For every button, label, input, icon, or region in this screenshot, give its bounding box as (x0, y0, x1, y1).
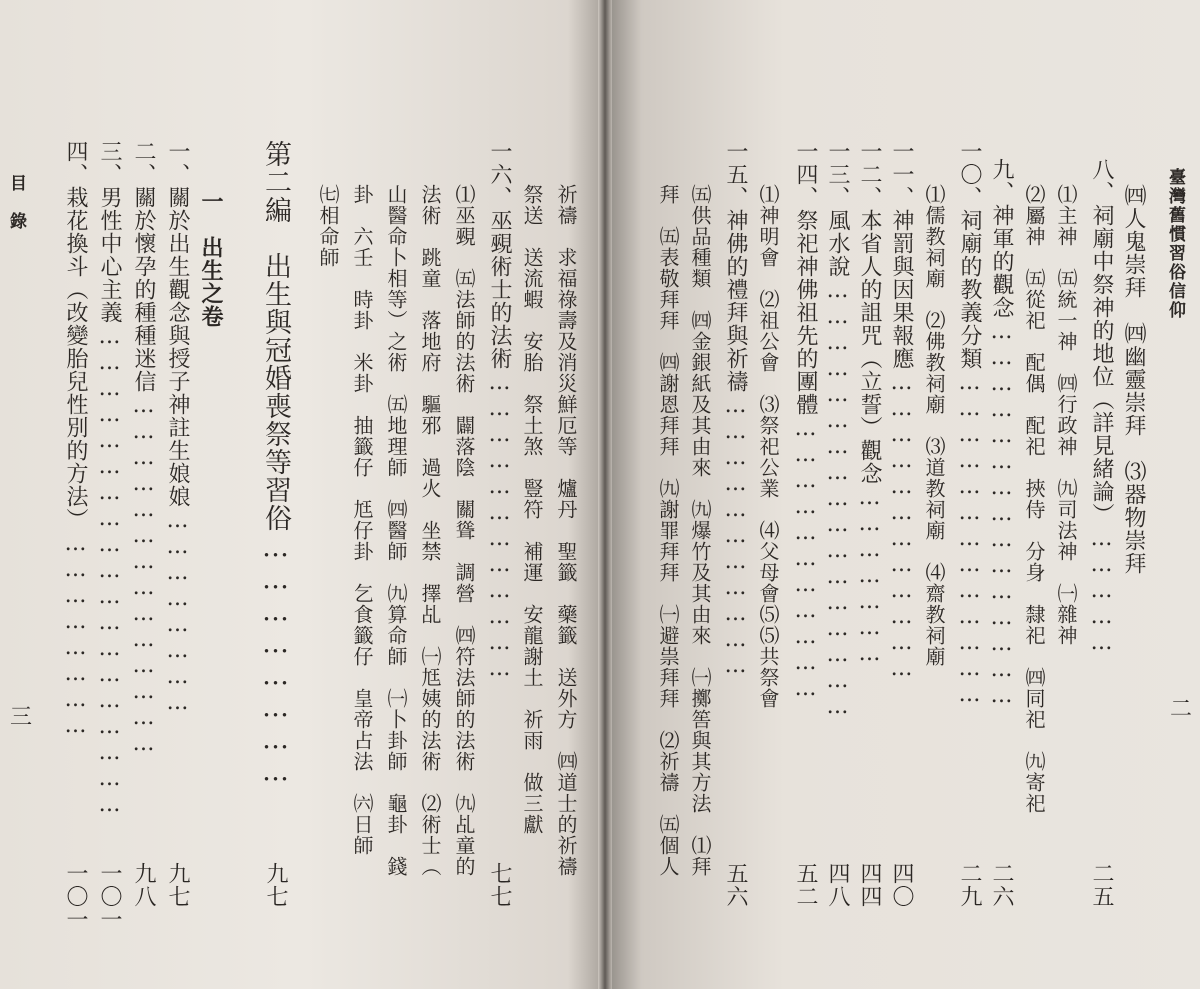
lcol-14-page: 一〇一 (63, 862, 88, 931)
rcol-10: 一三、風水說…………………………………………… (825, 140, 850, 720)
rcol-14: ㈤供品種類 ㈣金銀紙及其由來 ㈨爆竹及其由來 ㈠擲筶與其方法 ⑴拜 (688, 184, 712, 877)
lcol-10-chapter-title: 一 出生之卷 (198, 190, 224, 328)
lcol-13-page: 一〇一 (97, 862, 122, 931)
rcol-13: 一五、神佛的禮拜與祈禱…………………………… (723, 140, 748, 679)
rcol-8: 一一、神罰與因果報應……………………………… (889, 140, 914, 682)
rcol-9-page: 四四 (857, 862, 882, 908)
rcol-3: ⑴主神 ㈤統一神 ㈣行政神 ㈨司法神 ㈠雜神 (1054, 184, 1078, 646)
rcol-7: ⑴儒教祠廟 ⑵佛教祠廟 ⑶道教祠廟 ⑷齋教祠廟 (922, 184, 946, 667)
rcol-11-page: 五二 (793, 862, 818, 908)
lcol-13: 三、男性中心主義………………………………………………… (97, 140, 122, 818)
rcol-11: 一四、祭祀神佛祖先的團體…………………………… (793, 140, 818, 702)
rcol-8-page: 四〇 (889, 862, 914, 908)
lcol-1: 祈禱 求福祿壽及消災鮮厄等 爐丹 聖籤 藥籤 送外方 ㈣道士的祈禱 (554, 184, 578, 877)
lcol-4: ⑴巫覡 ㈤法師的法術 闢落陰 關聳 調營 ㈣符法師的法術 ㈨乩童的 (452, 184, 476, 877)
rcol-4: ⑵屬神 ㈤從祀 配偶 配祀 挾侍 分身 隸祀 ㈣同祀 ㈨寄祀 (1022, 184, 1046, 814)
rcol-2: 八、祠廟中祭神的地位（詳見緒論）…………… (1089, 158, 1114, 656)
rcol-13-page: 五六 (723, 862, 748, 908)
lcol-12-page: 九八 (131, 862, 156, 908)
lcol-12: 二、關於懷孕的種種迷信…………………………………… (131, 140, 156, 757)
lcol-3-page: 七七 (487, 862, 512, 908)
lcol-11-page: 九七 (165, 862, 190, 908)
rcol-6: 一〇、祠廟的教義分類………………………………… (957, 140, 982, 708)
lcol-14: 四、栽花換斗（改變胎兒性別的方法）…………………… (63, 140, 88, 739)
left-page-number: 三 (10, 705, 33, 730)
left-running-head: 目 錄 (6, 174, 26, 231)
lcol-9-page: 九七 (263, 862, 288, 908)
rcol-1: ㈣人鬼崇拜 ㈣幽靈崇拜 ⑶器物崇拜 (1121, 184, 1146, 575)
lcol-11: 一、關於出生觀念與授子神註生娘娘…………………… (165, 140, 190, 716)
rcol-5-page: 二六 (989, 862, 1014, 908)
lcol-8: ㈦相命師 (316, 184, 340, 268)
rcol-10-page: 四八 (825, 862, 850, 908)
right-page-number: 二 (1170, 697, 1193, 722)
lcol-5: 法術 跳童 落地府 驅邪 過火 坐禁 擇乩 ㈠尪姨的法術 ⑵術士（ (418, 184, 442, 877)
rcol-12: ⑴神明會 ⑵祖公會 ⑶祭祀公業 ⑷父母會⑸⑸共祭會 (756, 184, 780, 709)
rcol-15: 拜 ㈤表敬拜拜 ㈣謝恩拜拜 ㈨謝罪拜拜 ㈠避祟拜拜 ⑵祈禱 ㈤個人 (656, 184, 680, 877)
rcol-6-page: 二九 (957, 862, 982, 908)
rcol-5: 九、神軍的觀念……………………………………… (989, 158, 1014, 709)
rcol-2-page: 二五 (1089, 862, 1114, 908)
lcol-7: 卦 六壬 時卦 米卦 抽籤仔 尪仔卦 乞食籤仔 皇帝占法 ㈥日師 (350, 184, 374, 856)
lcol-3: 一六、巫覡術士的法術……………………………… (487, 140, 512, 682)
lcol-2: 祭送 送流蝦 安胎 祭土煞 豎符 補運 安龍謝土 祈雨 做三獻 (520, 184, 544, 835)
right-running-head: 臺灣舊慣習俗信仰 (1165, 168, 1185, 320)
rcol-9: 一二、本省人的詛咒（立誓）觀念………………… (857, 140, 882, 667)
lcol-6: 山醫命卜相等）之術 ㈤地理師 ㈣醫師 ㈨算命師 ㈠卜卦師 龜卦 錢 (384, 184, 408, 877)
book-gutter (598, 0, 612, 989)
lcol-9-part-title: 第二編 出生與冠婚喪祭等習俗…………………… (260, 140, 291, 788)
